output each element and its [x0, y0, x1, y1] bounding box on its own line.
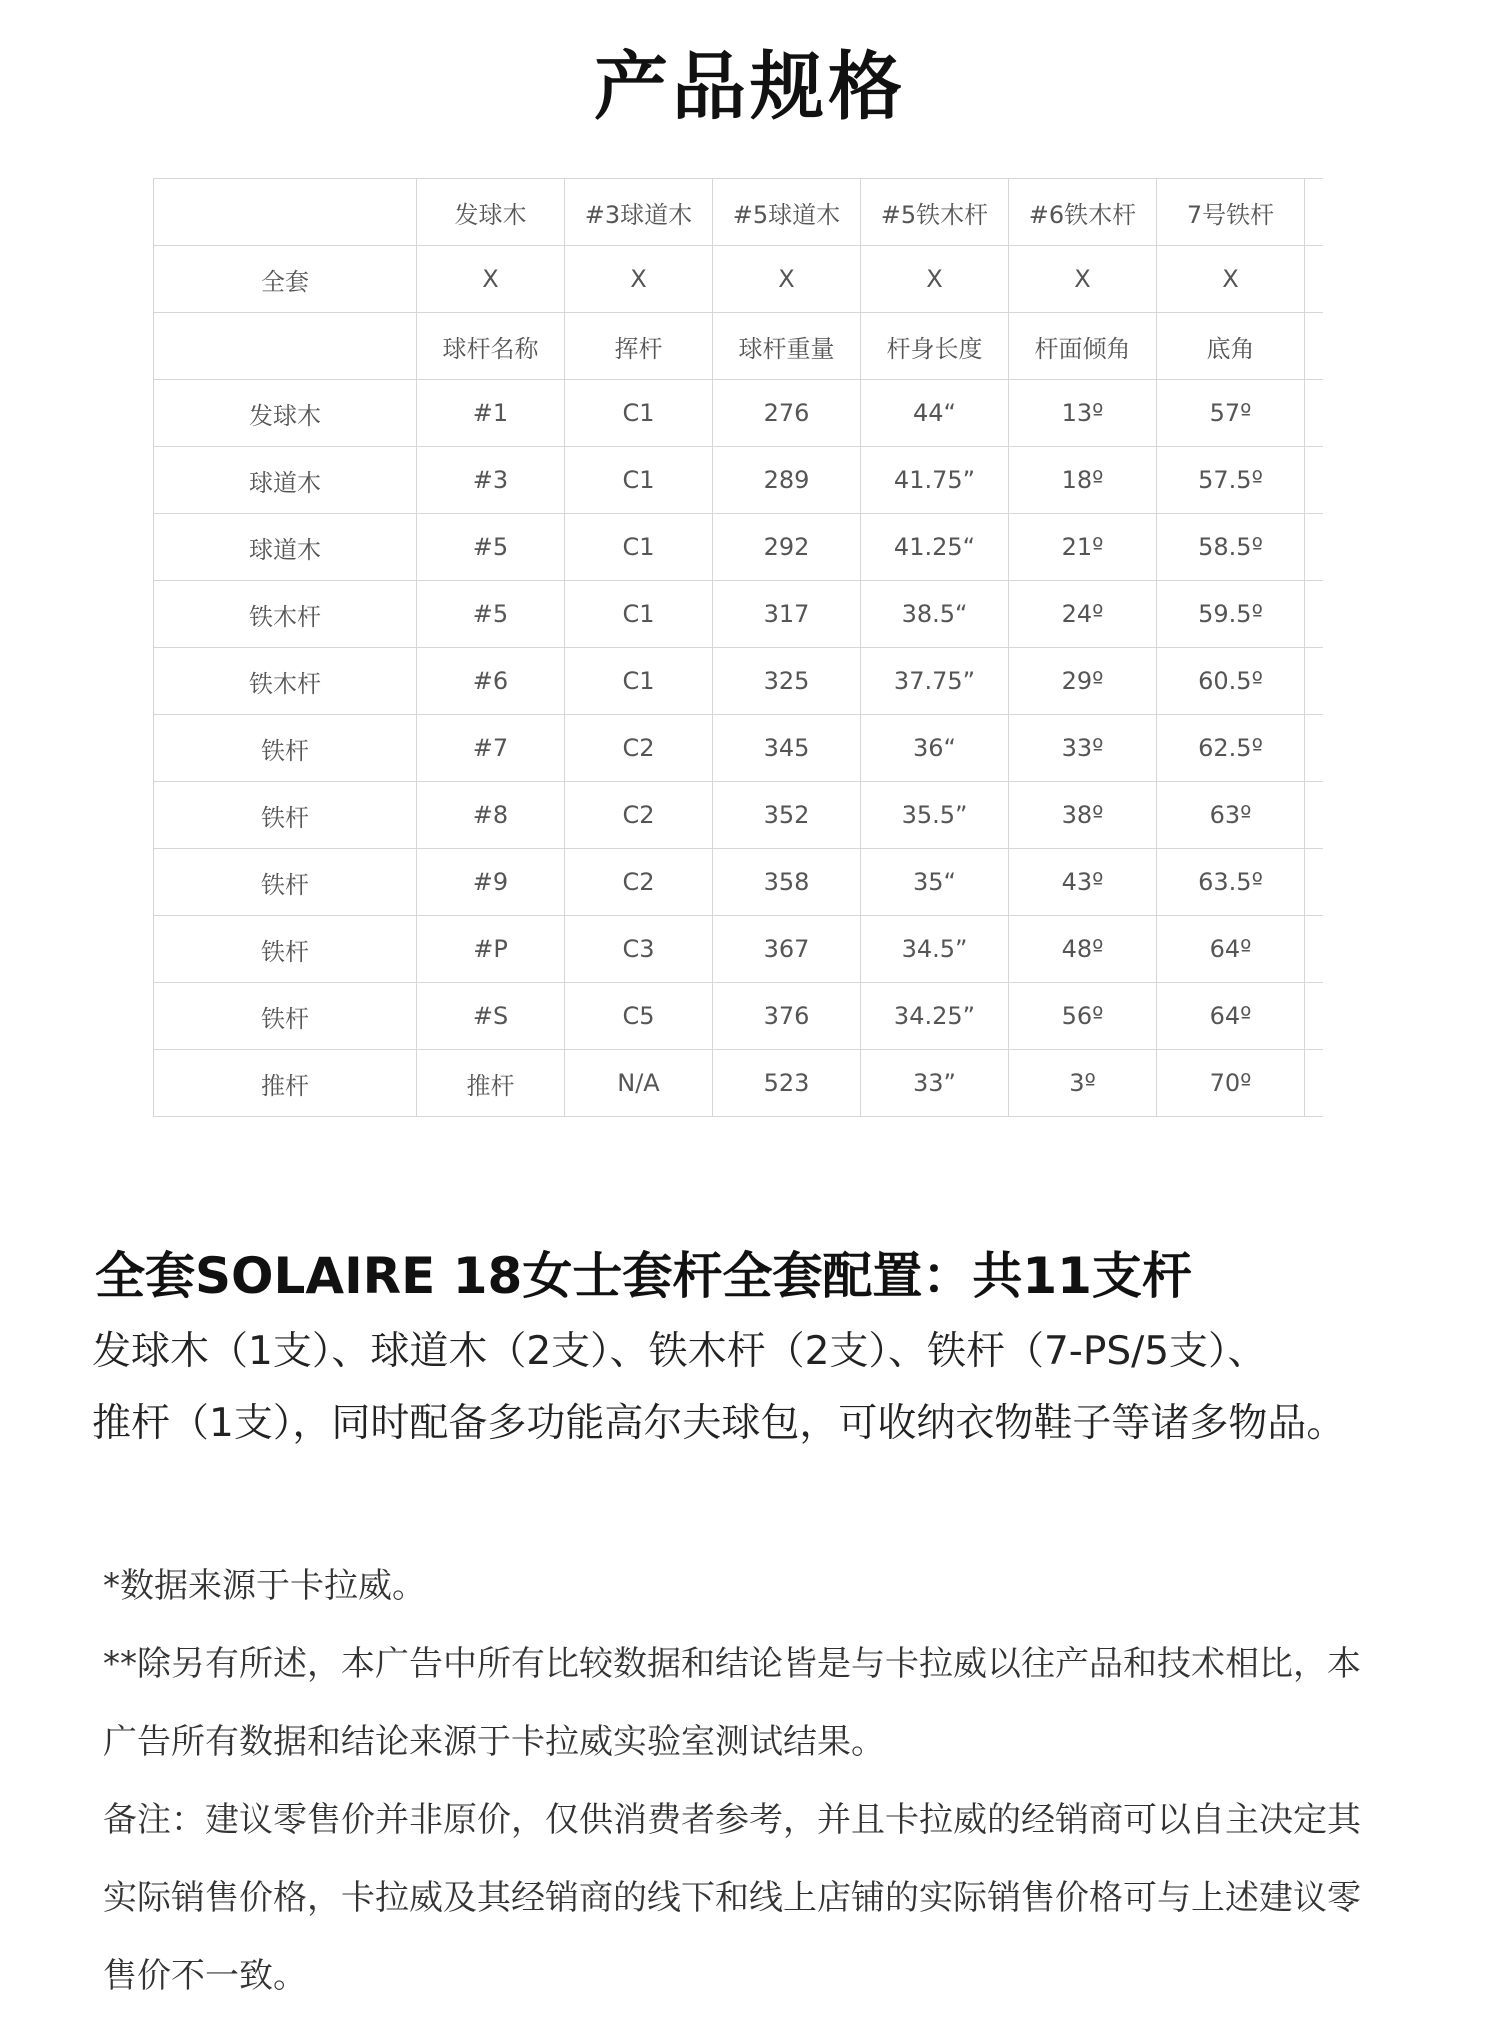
table-cell: 发球木 [154, 380, 417, 447]
table-cell: C5 [565, 983, 713, 1050]
table-cell: 317 [713, 581, 861, 648]
table-cell: 铁杆 [154, 916, 417, 983]
table-cell [1305, 782, 1324, 849]
table-cell: C2 [565, 715, 713, 782]
table-row [154, 447, 1324, 514]
table-cell: C1 [565, 648, 713, 715]
table-cell: 球杆名称 [417, 313, 565, 380]
table-cell: 44“ [861, 380, 1009, 447]
table-cell: 24º [1009, 581, 1157, 648]
table-cell: 21º [1009, 514, 1157, 581]
table-cell: 292 [713, 514, 861, 581]
header-row [154, 179, 1324, 246]
table-cell: #6铁木杆 [1009, 179, 1157, 246]
note-line: 实际销售价格，卡拉威及其经销商的线下和线上店铺的实际销售价格可与上述建议零 [103, 1878, 1361, 1918]
column-header-row [154, 313, 1324, 380]
table-cell: 64º [1157, 983, 1305, 1050]
table-cell: C1 [565, 581, 713, 648]
table-cell: 63º [1157, 782, 1305, 849]
table-cell: 352 [713, 782, 861, 849]
table-cell: 杆面倾角 [1009, 313, 1157, 380]
table-cell: C1 [565, 514, 713, 581]
table-cell: #5 [417, 581, 565, 648]
table-cell: X [1009, 246, 1157, 313]
table-cell: 29º [1009, 648, 1157, 715]
table-cell: 铁杆 [154, 782, 417, 849]
table-cell: 523 [713, 1050, 861, 1117]
table-cell: #5铁木杆 [861, 179, 1009, 246]
table-cell: #1 [417, 380, 565, 447]
table-cell: 376 [713, 983, 861, 1050]
table-cell: 325 [713, 648, 861, 715]
table-cell: 3º [1009, 1050, 1157, 1117]
config-description [92, 1316, 1452, 1460]
table-cell [1305, 179, 1324, 246]
table-cell: 57.5º [1157, 447, 1305, 514]
config-title: 全套SOLAIRE 18女士套杆全套配置：共11支杆 [95, 1247, 1192, 1305]
table-cell: 59.5º [1157, 581, 1305, 648]
table-cell: 铁杆 [154, 715, 417, 782]
table-cell [1305, 983, 1324, 1050]
table-cell [1305, 715, 1324, 782]
table-cell: 41.75” [861, 447, 1009, 514]
table-cell: 276 [713, 380, 861, 447]
table-cell: 33” [861, 1050, 1009, 1117]
table-cell: 289 [713, 447, 861, 514]
table-cell: 358 [713, 849, 861, 916]
table-row [154, 380, 1324, 447]
note-line: 备注：建议零售价并非原价，仅供消费者参考，并且卡拉威的经销商可以自主决定其 [103, 1800, 1361, 1840]
table-row [154, 849, 1324, 916]
table-cell: 35.5” [861, 782, 1009, 849]
table-cell: 18º [1009, 447, 1157, 514]
table-cell: 70º [1157, 1050, 1305, 1117]
table-cell: 64º [1157, 916, 1305, 983]
table-row [154, 514, 1324, 581]
note-line: *数据来源于卡拉威。 [103, 1566, 426, 1606]
table-cell: 球杆重量 [713, 313, 861, 380]
table-cell [1305, 313, 1324, 380]
table-cell: N/A [565, 1050, 713, 1117]
table-cell [1305, 447, 1324, 514]
table-cell: 铁杆 [154, 983, 417, 1050]
table-cell: C2 [565, 849, 713, 916]
table-cell: 杆身长度 [861, 313, 1009, 380]
note-line: 广告所有数据和结论来源于卡拉威实验室测试结果。 [103, 1722, 885, 1762]
table-cell: 全套 [154, 246, 417, 313]
table-cell: 铁木杆 [154, 648, 417, 715]
table-cell: 43º [1009, 849, 1157, 916]
table-cell: 挥杆 [565, 313, 713, 380]
table-cell [1305, 514, 1324, 581]
table-row [154, 1050, 1324, 1117]
spec-table [153, 178, 1323, 1117]
table-cell [154, 313, 417, 380]
table-cell [154, 179, 417, 246]
table-cell: X [713, 246, 861, 313]
table-cell: #5球道木 [713, 179, 861, 246]
spec-table-container [153, 178, 1323, 1138]
note-line: **除另有所述，本广告中所有比较数据和结论皆是与卡拉威以往产品和技术相比，本 [103, 1644, 1361, 1684]
table-cell: X [861, 246, 1009, 313]
table-cell: 48º [1009, 916, 1157, 983]
table-cell: 铁木杆 [154, 581, 417, 648]
table-cell: #3 [417, 447, 565, 514]
table-cell: #9 [417, 849, 565, 916]
table-cell: 34.5” [861, 916, 1009, 983]
table-cell [1305, 916, 1324, 983]
table-cell: #5 [417, 514, 565, 581]
table-cell: 底角 [1157, 313, 1305, 380]
table-cell: 58.5º [1157, 514, 1305, 581]
table-cell: 推杆 [417, 1050, 565, 1117]
table-row [154, 715, 1324, 782]
note-line: 售价不一致。 [103, 1956, 307, 1996]
table-row [154, 648, 1324, 715]
table-cell [1305, 1050, 1324, 1117]
table-cell [1305, 581, 1324, 648]
table-cell: C3 [565, 916, 713, 983]
table-cell: 34.25” [861, 983, 1009, 1050]
table-cell: C1 [565, 447, 713, 514]
table-cell: 33º [1009, 715, 1157, 782]
table-cell: #3球道木 [565, 179, 713, 246]
table-cell: 发球木 [417, 179, 565, 246]
table-cell: 63.5º [1157, 849, 1305, 916]
table-cell: X [565, 246, 713, 313]
table-cell: 56º [1009, 983, 1157, 1050]
table-cell: #S [417, 983, 565, 1050]
table-cell [1305, 849, 1324, 916]
config-line: 推杆（1支），同时配备多功能高尔夫球包，可收纳衣物鞋子等诸多物品。 [92, 1401, 1346, 1446]
table-cell: 62.5º [1157, 715, 1305, 782]
table-cell: #6 [417, 648, 565, 715]
table-cell: #8 [417, 782, 565, 849]
table-cell: C2 [565, 782, 713, 849]
table-cell: 367 [713, 916, 861, 983]
table-cell: #P [417, 916, 565, 983]
table-cell: X [1157, 246, 1305, 313]
page-title: 产品规格 [594, 44, 906, 130]
table-cell: 球道木 [154, 447, 417, 514]
table-cell: #7 [417, 715, 565, 782]
spec-table-body [154, 179, 1324, 1117]
disclaimer-notes [103, 1547, 1433, 2015]
set-row [154, 246, 1324, 313]
table-cell: 60.5º [1157, 648, 1305, 715]
table-cell: 13º [1009, 380, 1157, 447]
table-cell: 38.5“ [861, 581, 1009, 648]
table-cell [1305, 380, 1324, 447]
table-cell: X [417, 246, 565, 313]
table-row [154, 916, 1324, 983]
table-cell [1305, 648, 1324, 715]
table-cell: 57º [1157, 380, 1305, 447]
table-cell: 41.25“ [861, 514, 1009, 581]
table-cell: 345 [713, 715, 861, 782]
table-row [154, 782, 1324, 849]
table-cell: 38º [1009, 782, 1157, 849]
table-cell: 铁杆 [154, 849, 417, 916]
table-cell: 推杆 [154, 1050, 417, 1117]
table-row [154, 581, 1324, 648]
table-cell: 球道木 [154, 514, 417, 581]
table-cell: 35“ [861, 849, 1009, 916]
table-cell [1305, 246, 1324, 313]
table-cell: 37.75” [861, 648, 1009, 715]
table-row [154, 983, 1324, 1050]
config-line: 发球木（1支）、球道木（2支）、铁木杆（2支）、铁杆（7-PS/5支）、 [92, 1329, 1267, 1374]
table-cell: 7号铁杆 [1157, 179, 1305, 246]
table-cell: C1 [565, 380, 713, 447]
table-cell: 36“ [861, 715, 1009, 782]
